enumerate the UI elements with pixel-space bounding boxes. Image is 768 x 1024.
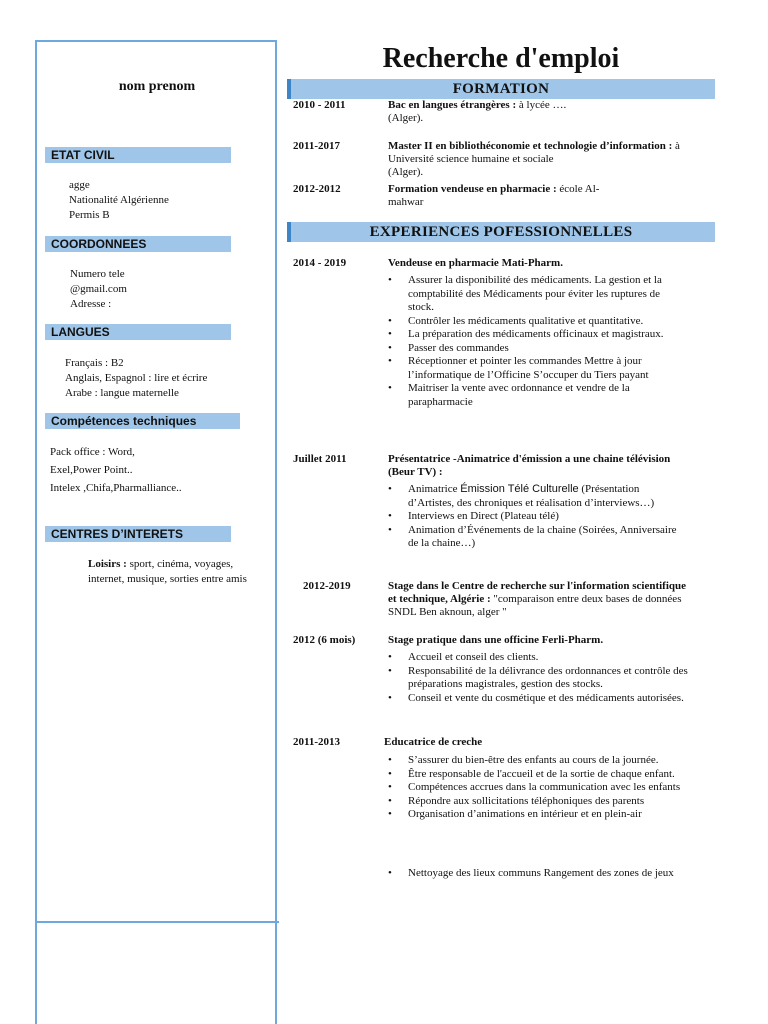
experience-title-5: Educatrice de creche: [384, 736, 483, 748]
list-item: • Interviews en Direct (Plateau télé): [388, 510, 678, 524]
formation-item-2-title: Master II en bibliothéconomie et technologie d’information :: [388, 140, 673, 152]
interets-heading: CENTRES D’INTERETS: [45, 526, 231, 542]
formation-heading-label: FORMATION: [452, 81, 550, 97]
experience-5-bullets: [388, 754, 708, 822]
page-title: Recherche d'emploi: [382, 43, 620, 74]
list-item: • Compétences accrues dans la communication avec les enfants: [388, 781, 708, 795]
bullet-show-name: Émission Télé Culturelle: [460, 483, 579, 495]
list-item: • Réceptionner et pointer les commandes Mettre à jour l’informatique de l’Officine S’occuper du Tiers payant: [388, 355, 688, 382]
list-item: • Animation d’Événements de la chaine (Soirées, Anniversaire de la chaine…): [388, 524, 678, 551]
etat-civil-age: agge: [69, 179, 90, 191]
formation-heading: [287, 79, 715, 99]
experience-5-last-bullet: [388, 867, 708, 881]
experience-date-5: 2011-2013: [293, 736, 341, 748]
formation-item-3-line2: mahwar: [388, 196, 424, 208]
competences-heading: Compétences techniques: [45, 413, 240, 429]
formation-item-3: [388, 183, 650, 209]
experience-2-bullets: [388, 483, 678, 551]
list-item: • Contrôler les médicaments qualitative et quantitative.: [388, 315, 688, 329]
list-item: • Organisation d’animations en intérieur et en plein-air: [388, 808, 708, 822]
etat-civil-license: Permis B: [69, 209, 110, 221]
formation-date-2: 2011-2017: [293, 140, 341, 152]
experiences-heading-label: EXPERIENCES POFESSIONNELLES: [369, 224, 633, 240]
formation-item-2-rest: à Université science humaine et sociale: [388, 140, 680, 165]
list-item: • Assurer la disponibilité des médicaments. La gestion et la comptabilité des Médicaments pour éviter les ruptures de stock.: [388, 274, 688, 315]
experience-date-3: 2012-2019: [303, 580, 351, 592]
language-french: Français : B2: [65, 357, 124, 369]
list-item: • Répondre aux sollicitations téléphoniques des parents: [388, 795, 708, 809]
list-item: [388, 483, 678, 510]
list-item: • La préparation des médicaments officinaux et magistraux.: [388, 328, 688, 342]
langues-list: [65, 356, 207, 401]
formation-item-1-line2: (Alger).: [388, 112, 424, 124]
experience-title-3: Stage dans le Centre de recherche sur l'information scientifique et technique, Algérie :: [388, 580, 686, 605]
etat-civil-heading: ETAT CIVIL: [45, 147, 231, 163]
experience-1-bullets: [388, 274, 688, 409]
list-item: • Maitriser la vente avec ordonnance et vendre de la parapharmacie: [388, 382, 688, 409]
loisirs-label: Loisirs :: [88, 558, 127, 570]
interets-text: [88, 557, 268, 586]
address-line: Adresse :: [70, 298, 112, 310]
list-item: • Responsabilité de la délivrance des ordonnances et contrôle des préparations magistrales, gestion des stocks.: [388, 665, 688, 692]
experience-title-1: Vendeuse en pharmacie Mati-Pharm.: [388, 257, 563, 269]
competences-list: [50, 443, 182, 497]
list-item: • Nettoyage des lieux communs Rangement des zones de jeux: [388, 867, 708, 881]
bullet-prefix: Animatrice: [408, 483, 458, 495]
formation-item-1-title: Bac en langues étrangères :: [388, 99, 517, 111]
experiences-heading: [287, 222, 715, 242]
loisirs-list: sport, cinéma, voyages, internet, musique, sorties entre amis: [88, 558, 247, 585]
coordonnees-heading: COORDONNEES: [45, 236, 231, 252]
formation-item-3-title: Formation vendeuse en pharmacie :: [388, 183, 557, 195]
formation-item-2-line2: (Alger).: [388, 166, 424, 178]
experience-date-1: 2014 - 2019: [293, 257, 347, 269]
experience-text-3: "comparaison entre deux bases de données SNDL Ben aknoun, alger ": [388, 593, 682, 618]
etat-civil-nationality: Nationalité Algérienne: [69, 194, 169, 206]
language-english-spanish: Anglais, Espagnol : lire et écrire: [65, 372, 208, 384]
list-item: • Passer des commandes: [388, 342, 688, 356]
experience-title-4: Stage pratique dans une officine Ferli-Pharm.: [388, 634, 604, 646]
formation-item-1-rest: à lycée ….: [518, 99, 567, 111]
formation-item-1: [388, 99, 688, 125]
list-item: • Être responsable de l'accueil et de la sortie de chaque enfant.: [388, 768, 708, 782]
formation-item-2: [388, 140, 688, 179]
list-item: • Accueil et conseil des clients.: [388, 651, 688, 665]
experience-date-2: Juillet 2011: [293, 453, 347, 465]
experience-title-2: Présentatrice -Animatrice d'émission a une chaine télévision (Beur TV) :: [388, 453, 671, 478]
candidate-name: nom prenom: [118, 79, 196, 94]
email-line: @gmail.com: [70, 283, 127, 295]
experience-4-bullets: [388, 651, 688, 705]
formation-date-3: 2012-2012: [293, 183, 341, 195]
list-item: • Conseil et vente du cosmétique et des médicaments autorisées.: [388, 692, 688, 706]
skill-software: Intelex ,Chifa,Pharmalliance..: [50, 482, 182, 494]
language-arabic: Arabe : langue maternelle: [65, 387, 179, 399]
list-item: • S’assurer du bien-être des enfants au cours de la journée.: [388, 754, 708, 768]
phone-line: Numero tele: [70, 268, 125, 280]
etat-civil-list: [69, 178, 169, 223]
sidebar-divider: [35, 921, 279, 923]
bullet-rest: (Présentation d’Artistes, des chroniques et réalisation d’interviews…): [408, 483, 655, 509]
langues-heading: LANGUES: [45, 324, 231, 340]
skill-excel: Exel,Power Point..: [50, 464, 133, 476]
formation-date-1: 2010 - 2011: [293, 99, 346, 111]
formation-item-3-rest: école Al-: [559, 183, 600, 195]
coordonnees-list: [70, 267, 127, 312]
skill-office: Pack office : Word,: [50, 446, 135, 458]
experience-item-3: [388, 580, 688, 619]
experience-date-4: 2012 (6 mois): [293, 634, 356, 646]
